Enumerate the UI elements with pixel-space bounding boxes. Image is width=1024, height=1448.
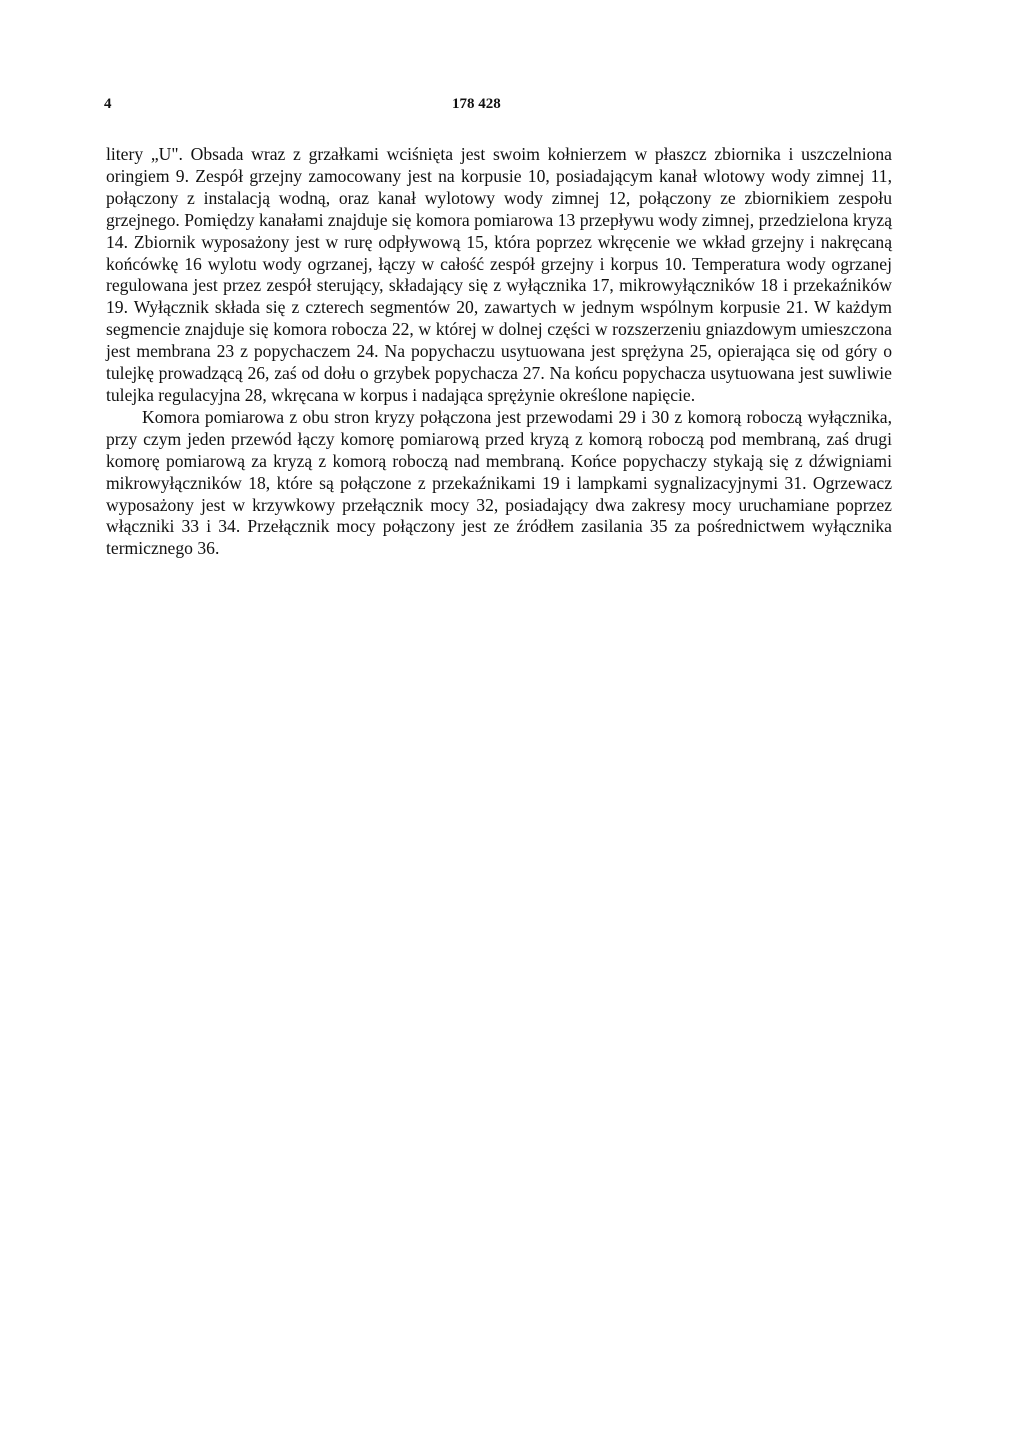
page-number: 4	[104, 96, 112, 112]
paragraph-1: litery „U". Obsada wraz z grzałkami wciśnięta jest swoim kołnierzem w płaszcz zbiornika i uszczelniona oringiem 9. Zespół grzejny zamocowany jest na korpusie 10, posiadającym kanał wlotowy wody zimnej 11, połączony z instalacją wodną, oraz kanał wylotowy wody zimnej 12, połączony ze zbiornikiem zespołu grzejnego. Pomiędzy kanałami znajduje się komora pomiarowa 13 przepływu wody zimnej, przedzielona kryzą 14. Zbiornik wyposażony jest w rurę odpływową 15, która poprzez wkręcenie we wkład grzejny i nakręcaną końcówkę 16 wylotu wody ogrzanej, łączy w całość zespół grzejny i korpus 10. Temperatura wody ogrzanej regulowana jest przez zespół sterujący, składający się z wyłącznika 17, mikrowyłączników 18 i przekaźników 19. Wyłącznik składa się z czterech segmentów 20, zawartych w jednym wspólnym korpusie 21. W każdym segmencie znajduje się komora robocza 22, w której w dolnej części w rozszerzeniu gniazdowym umieszczona jest membrana 23 z popychaczem 24. Na popychaczu usytuowana jest sprężyna 25, opierająca się od góry o tulejkę prowadzącą 26, zaś od dołu o grzybek popychacza 27. Na końcu popychacza usytuowana jest suwliwie tulejka regulacyjna 28, wkręcana w korpus i nadająca sprężynie określone napięcie.	[106, 144, 892, 405]
document-number: 178 428	[452, 96, 501, 112]
page-header	[106, 96, 892, 120]
body-text	[106, 144, 892, 560]
paragraph-2: Komora pomiarowa z obu stron kryzy połączona jest przewodami 29 i 30 z komorą roboczą wyłącznika, przy czym jeden przewód łączy komorę pomiarową przed kryzą z komorą roboczą pod membraną, zaś drugi komorę pomiarową za kryzą z komorą roboczą nad membraną. Końce popychaczy stykają się z dźwigniami mikrowyłączników 18, które są połączone z przekaźnikami 19 i lampkami sygnalizacyjnymi 31. Ogrzewacz wyposażony jest w krzywkowy przełącznik mocy 32, posiadający dwa zakresy mocy uruchamiane poprzez włączniki 33 i 34. Przełącznik mocy połączony jest ze źródłem zasilania 35 za pośrednictwem wyłącznika termicznego 36.	[106, 406, 892, 559]
document-page	[106, 96, 892, 560]
